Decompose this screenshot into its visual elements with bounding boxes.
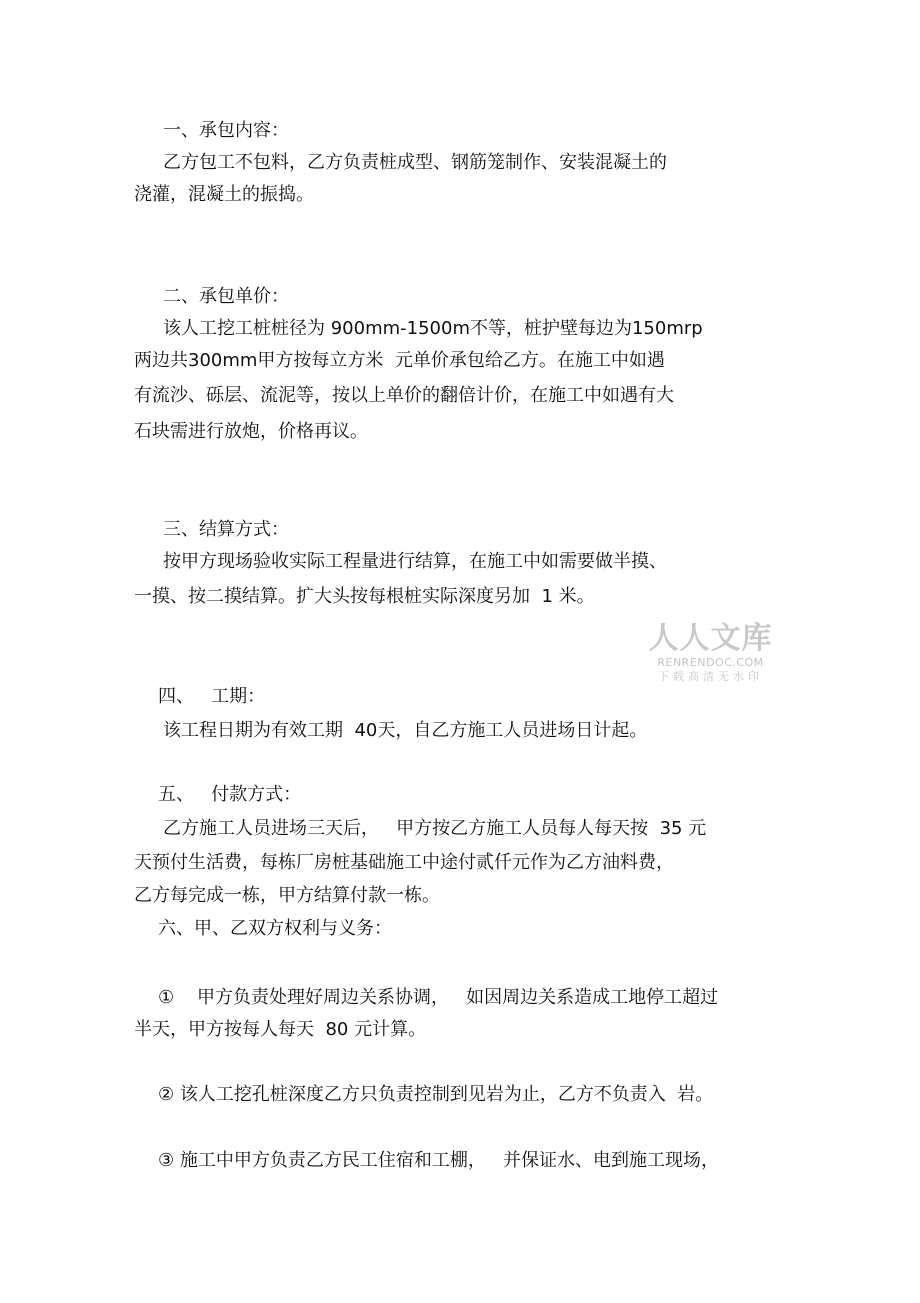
section-3-line-2: 一摸、按二摸结算。扩大头按每根桩实际深度另加 1 米。 <box>134 586 595 607</box>
section-5-heading: 五、 付款方式： <box>158 784 302 805</box>
section-1-line-2: 浇灌，混凝土的振捣。 <box>134 184 314 205</box>
section-5-line-1: 乙方施工人员进场三天后， 甲方按乙方施工人员每人每天按 35 元 <box>163 818 707 839</box>
section-2-line-2: 两边共300mm甲方按每立方米 元单价承包给乙方。在施工中如遇 <box>134 350 665 371</box>
section-1-heading: 一、承包内容： <box>163 120 289 141</box>
watermark-title: 人人文库 <box>648 621 773 656</box>
item-2-line-1: ② 该人工挖孔桩深度乙方只负责控制到见岩为止，乙方不负责入 岩。 <box>158 1084 714 1105</box>
section-6-heading: 六、甲、乙双方权利与义务： <box>158 918 392 939</box>
section-1-line-1: 乙方包工不包料，乙方负责桩成型、钢筋笼制作、安装混凝土的 <box>163 152 667 173</box>
item-3-line-1: ③ 施工中甲方负责乙方民工住宿和工棚， 并保证水、电到施工现场， <box>158 1150 720 1171</box>
section-3-line-1: 按甲方现场验收实际工程量进行结算，在施工中如需要做半摸、 <box>163 551 667 572</box>
section-3-heading: 三、结算方式： <box>163 519 289 540</box>
watermark-subtitle: 下载高清无水印 <box>658 670 763 683</box>
section-4-line-1: 该工程日期为有效工期 40天，自乙方施工人员进场日计起。 <box>163 720 648 741</box>
item-1-line-2: 半天，甲方按每人每天 80 元计算。 <box>134 1019 427 1040</box>
watermark-url: RENRENDOC.COM <box>657 656 764 669</box>
section-4-heading: 四、 工期： <box>158 686 266 707</box>
section-5-line-3: 乙方每完成一栋，甲方结算付款一栋。 <box>134 885 440 906</box>
section-2-heading: 二、承包单价： <box>163 286 289 307</box>
section-2-line-4: 石块需进行放炮，价格再议。 <box>134 421 368 442</box>
section-2-line-3: 有流沙、砾层、流泥等，按以上单价的翻倍计价，在施工中如遇有大 <box>134 385 674 406</box>
section-5-line-2: 天预付生活费，每栋厂房桩基础施工中途付贰仟元作为乙方油料费， <box>134 852 674 873</box>
watermark <box>648 622 773 684</box>
item-1-line-1: ① 甲方负责处理好周边关系协调， 如因周边关系造成工地停工超过 <box>158 987 719 1008</box>
section-2-line-1: 该人工挖工桩桩径为 900mm-1500m不等，桩护壁每边为150mrp <box>163 318 703 339</box>
